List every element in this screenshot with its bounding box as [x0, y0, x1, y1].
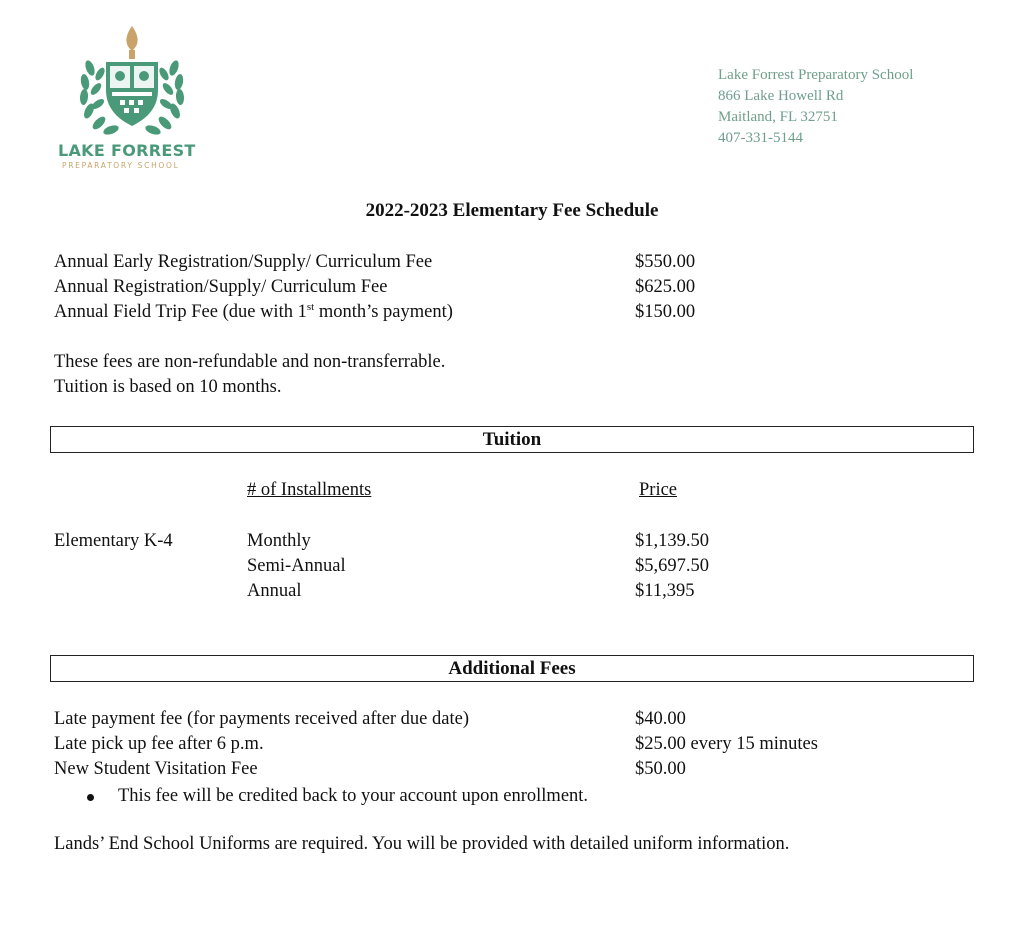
- annual-fee-label: [54, 302, 453, 323]
- address-city: Maitland, FL 32751: [718, 109, 838, 125]
- school-logo: [58, 24, 208, 170]
- tuition-price: $1,139.50: [635, 531, 709, 551]
- annual-fee-amount: $550.00: [635, 252, 696, 272]
- bullet-text: This fee will be credited back to your account upon enrollment.: [118, 786, 589, 806]
- fee-label-part: month’s payment): [314, 302, 453, 322]
- annual-fee-amount: $625.00: [635, 277, 696, 297]
- annual-fee-label: Annual Registration/Supply/ Curriculum Fee: [54, 277, 388, 297]
- tuition-installment: Semi-Annual: [247, 556, 346, 576]
- page-title: 2022-2023 Elementary Fee Schedule: [365, 200, 659, 221]
- additional-fee-label: Late pick up fee after 6 p.m.: [54, 734, 264, 754]
- annual-fee-label: Annual Early Registration/Supply/ Curriculum Fee: [54, 252, 433, 272]
- tuition-installment: Annual: [247, 581, 302, 601]
- address-phone: 407-331-5144: [718, 130, 803, 146]
- fee-label-part: Annual Field Trip Fee (due with 1: [54, 302, 307, 322]
- additional-fee-amount: $25.00 every 15 minutes: [635, 734, 818, 754]
- fee-label-superscript: st: [306, 300, 315, 313]
- additional-fees-heading: Additional Fees: [50, 655, 974, 682]
- school-address: [718, 65, 913, 149]
- address-street: 866 Lake Howell Rd: [718, 88, 844, 104]
- crest-icon: [76, 24, 188, 139]
- price-column-header: Price: [639, 480, 678, 500]
- note-text: These fees are non-refundable and non-transferrable.: [54, 352, 446, 372]
- tuition-grade: Elementary K-4: [54, 531, 173, 551]
- additional-fee-amount: $40.00: [635, 709, 686, 729]
- tuition-heading: Tuition: [50, 426, 974, 453]
- annual-fee-amount: $150.00: [635, 302, 696, 322]
- uniform-note: Lands’ End School Uniforms are required. You will be provided with detailed uniform information.: [54, 834, 790, 854]
- additional-fee-label: New Student Visitation Fee: [54, 759, 258, 779]
- tuition-price: $5,697.50: [635, 556, 709, 576]
- logo-subtitle: PREPARATORY SCHOOL: [62, 161, 180, 170]
- logo-name: LAKE FORREST: [58, 141, 196, 160]
- installments-column-header: # of Installments: [247, 480, 372, 500]
- note-text: Tuition is based on 10 months.: [54, 377, 282, 397]
- tuition-installment: Monthly: [247, 531, 311, 551]
- tuition-price: $11,395: [635, 581, 695, 601]
- address-school-name: Lake Forrest Preparatory School: [718, 67, 914, 83]
- bullet-icon: [87, 794, 94, 801]
- additional-fee-amount: $50.00: [635, 759, 686, 779]
- additional-fee-label: Late payment fee (for payments received after due date): [54, 709, 469, 729]
